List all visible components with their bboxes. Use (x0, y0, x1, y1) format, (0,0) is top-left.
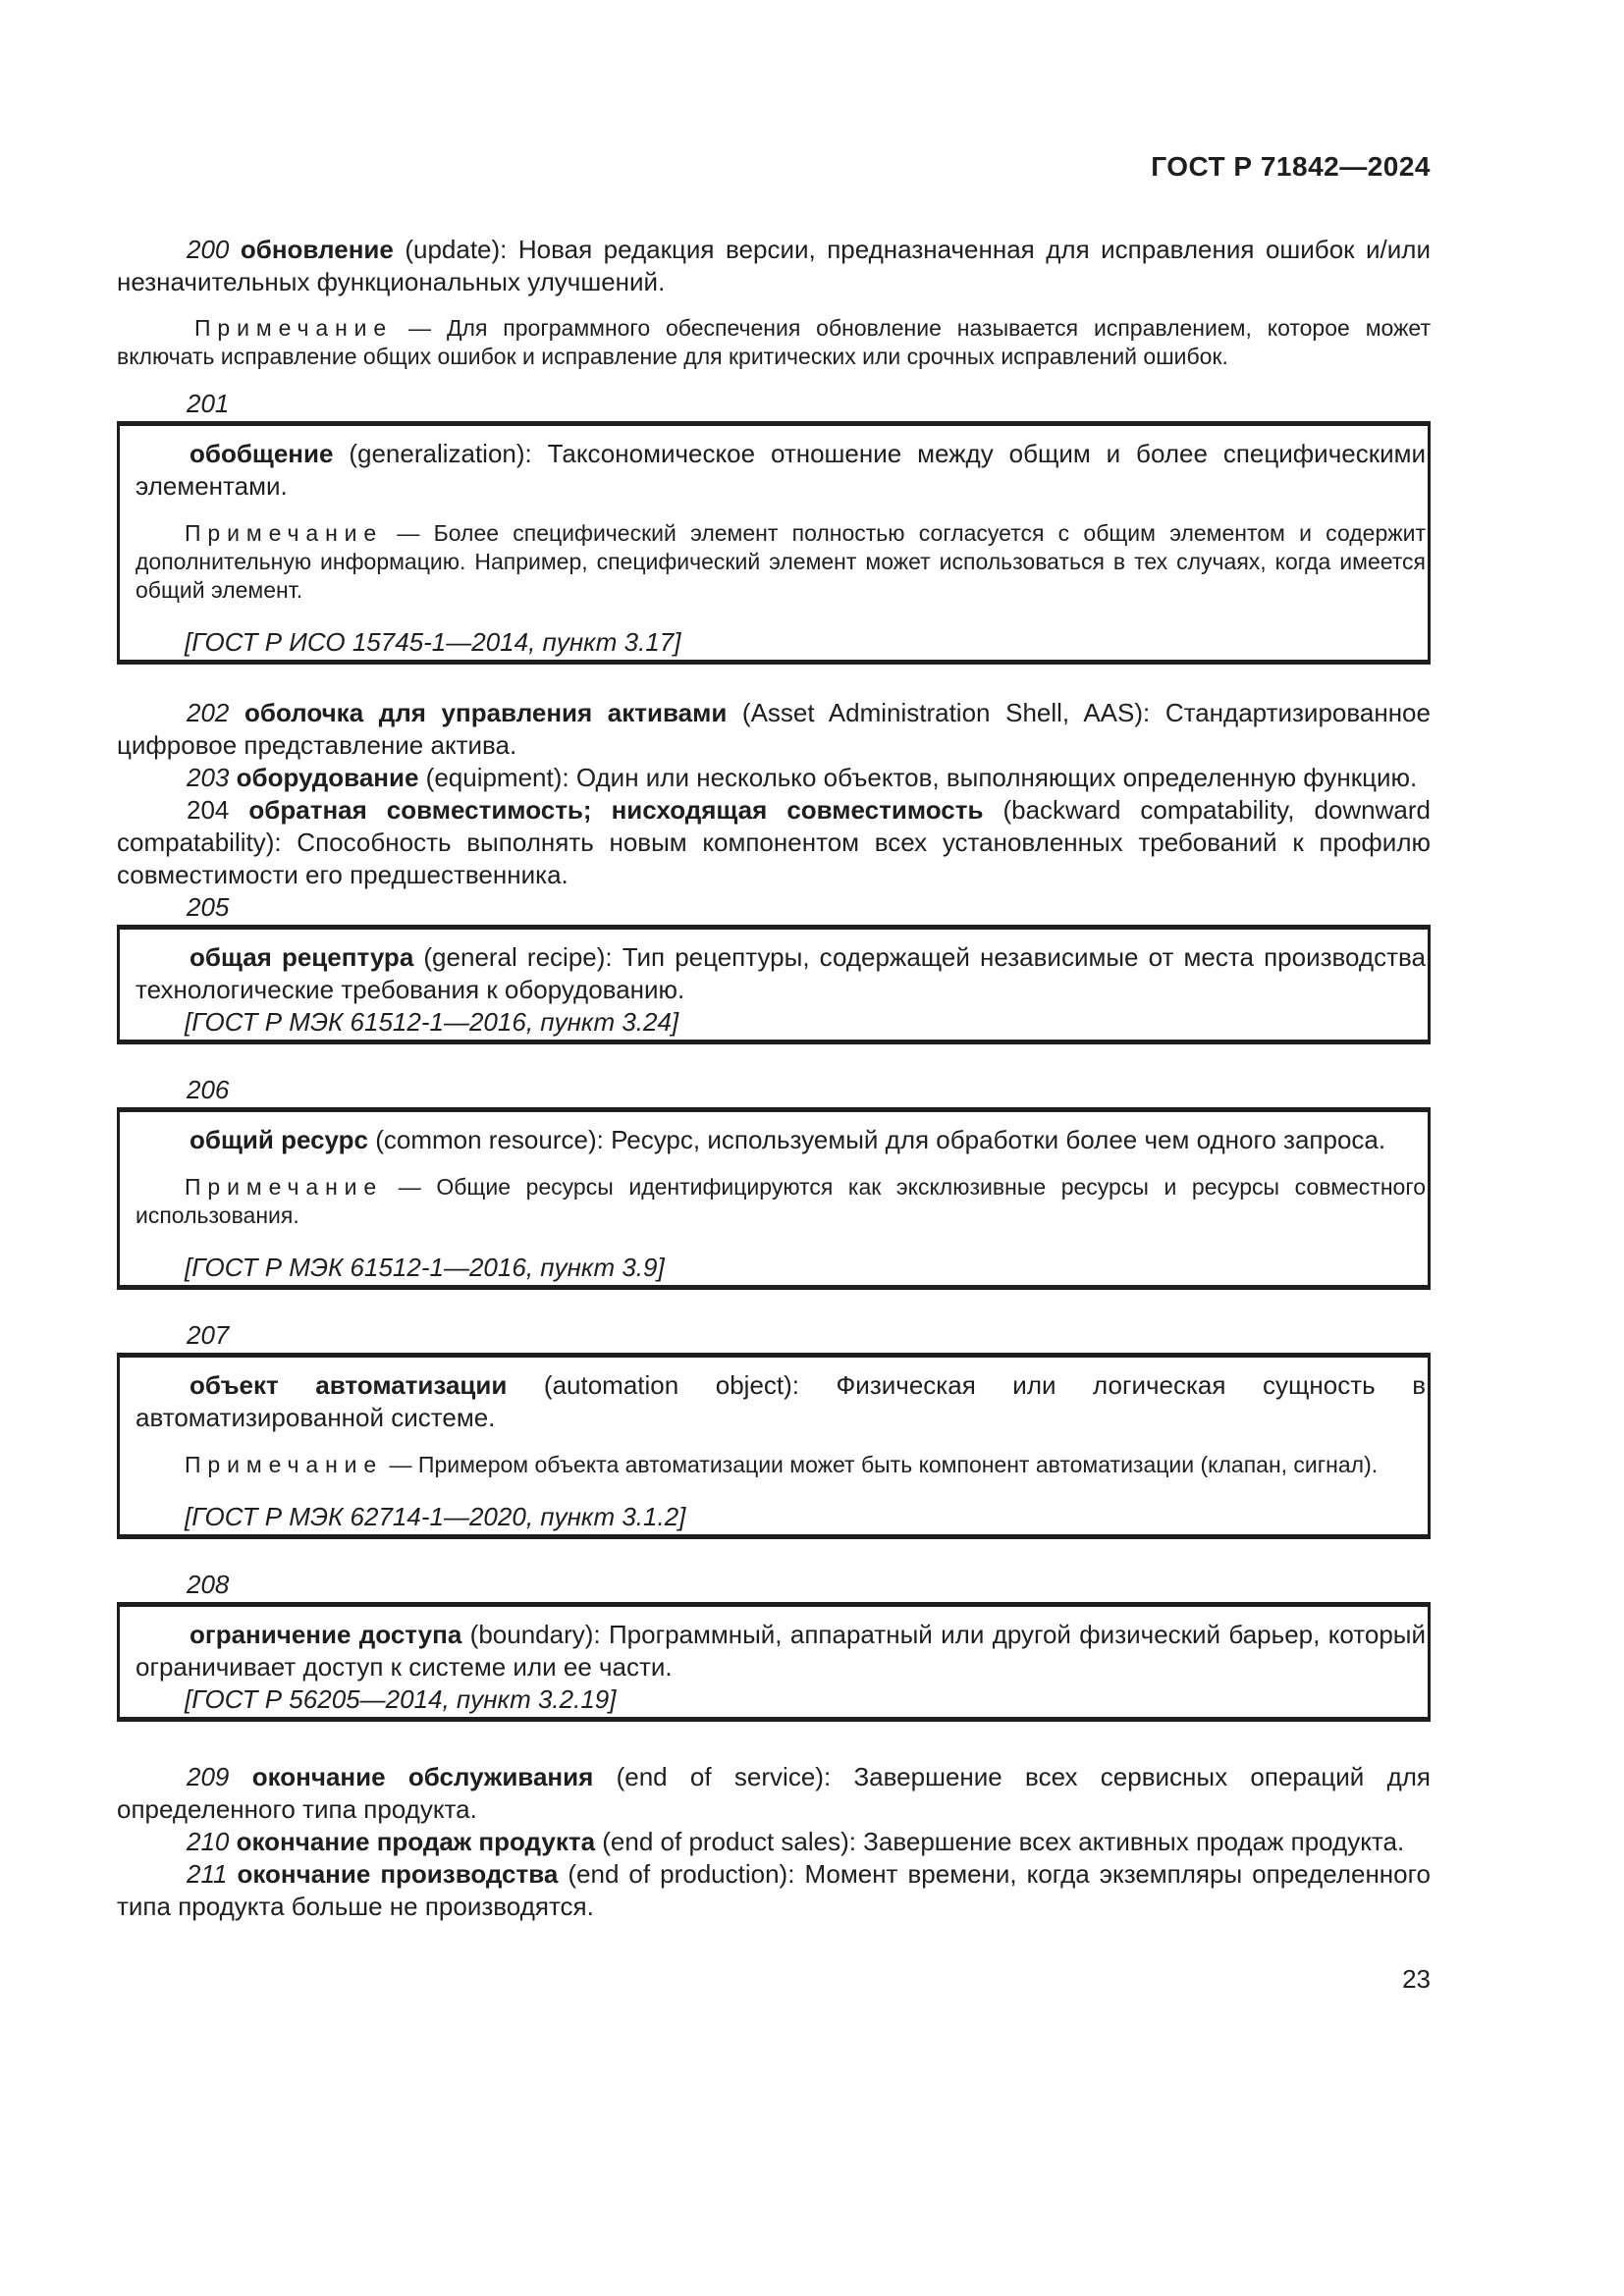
term-definition: (end of production): Момент времени, когда экземпляры определенного типа продукта больше не производятся. (117, 1859, 1431, 1921)
term-number-207: 207 (187, 1320, 230, 1350)
definition-box-206 (117, 1107, 1431, 1290)
term-name: общая рецептура (189, 942, 414, 972)
note-label: Примечание (185, 520, 384, 546)
note-label: Примечание (185, 1452, 384, 1477)
term-para-208 (135, 1619, 1426, 1683)
term-para-201 (135, 438, 1426, 503)
term-number: 203 (187, 763, 230, 792)
term-number-208: 208 (187, 1570, 230, 1599)
term-definition: (equipment): Один или несколько объектов, выполняющих определенную функцию. (418, 763, 1418, 792)
term-name: обновление (240, 235, 394, 264)
note-text: — Для программного обеспечения обновление называется исправлением, которое может включать исправление общих ошибок и исправление для критических или срочных исправлений ошибок. (117, 315, 1431, 369)
term-number-206: 206 (187, 1075, 230, 1104)
term-para-202 (117, 697, 1431, 762)
term-name: объект автоматизации (189, 1370, 508, 1400)
term-definition: (backward compatability, downward compatability): Способность выполнять новым компонентом всех установленных требований к профилю совместимости его предшественника. (117, 795, 1431, 889)
definition-box-208 (117, 1602, 1431, 1722)
note-text: — Примером объекта автоматизации может быть компонент автоматизации (клапан, сигнал). (389, 1452, 1379, 1477)
term-name: обобщение (189, 439, 334, 468)
note-200 (117, 314, 1431, 371)
note-206 (135, 1173, 1426, 1230)
term-para-203 (117, 762, 1431, 794)
definition-box-205 (117, 925, 1431, 1044)
source-citation: [ГОСТ Р 56205—2014, пункт 3.2.19] (185, 1684, 617, 1714)
term-definition: (generalization): Таксономическое отношение между общим и более специфическими элементами. (135, 439, 1426, 501)
term-name: ограничение доступа (189, 1620, 462, 1649)
term-number: 204 (187, 795, 230, 825)
page-number: 23 (1402, 1964, 1431, 1994)
page-content (117, 0, 1431, 1996)
term-number: 209 (187, 1762, 230, 1791)
term-para-211 (117, 1858, 1431, 1923)
term-definition: (common resource): Ресурс, используемый для обработки более чем одного запроса. (368, 1125, 1386, 1154)
term-para-200 (117, 234, 1431, 298)
term-para-204 (117, 794, 1431, 891)
term-name: оболочка для управления активами (244, 698, 728, 727)
term-name: окончание производства (237, 1859, 559, 1889)
term-number-205: 205 (187, 892, 230, 922)
source-citation: [ГОСТ Р МЭК 61512-1—2016, пункт 3.24] (185, 1007, 679, 1037)
term-definition: (end of service): Завершение всех сервисных операций для определенного типа продукта. (117, 1762, 1431, 1824)
term-para-206 (135, 1124, 1426, 1156)
doc-code-header: ГОСТ Р 71842—2024 (1151, 151, 1431, 182)
term-number: 211 (187, 1859, 228, 1889)
term-name: оборудование (236, 763, 419, 792)
term-name: окончание продаж продукта (236, 1827, 596, 1856)
source-citation: [ГОСТ Р МЭК 61512-1—2016, пункт 3.9] (185, 1253, 665, 1282)
term-number: 202 (187, 698, 230, 727)
term-number-201: 201 (187, 389, 230, 418)
note-label: Примечание (185, 1174, 384, 1200)
term-number: 200 (187, 235, 230, 264)
definition-box-207 (117, 1353, 1431, 1539)
term-name: окончание обслуживания (251, 1762, 594, 1791)
note-201 (135, 519, 1426, 605)
note-207 (135, 1451, 1426, 1479)
note-label: Примечание (194, 315, 394, 341)
term-definition: (end of product sales): Завершение всех активных продаж продукта. (595, 1827, 1405, 1856)
term-definition: (Asset Administration Shell, AAS): Стандартизированное цифровое представление актива. (117, 698, 1431, 760)
definition-box-201 (117, 421, 1431, 665)
term-name: общий ресурс (189, 1125, 368, 1154)
term-para-205 (135, 941, 1426, 1006)
term-definition: (general recipe): Тип рецептуры, содержащей независимые от места производства технологические требования к оборудованию. (135, 942, 1426, 1004)
note-text: — Более специфический элемент полностью согласуется с общим элементом и содержит дополнительную информацию. Например, специфический элемент может использоваться в тех случаях, когда имеется общий элемент. (135, 520, 1426, 603)
source-citation: [ГОСТ Р МЭК 62714-1—2020, пункт 3.1.2] (185, 1502, 686, 1531)
term-para-209 (117, 1761, 1431, 1826)
term-para-210 (117, 1826, 1431, 1858)
term-name: обратная совместимость; нисходящая совместимость (248, 795, 984, 825)
term-number: 210 (187, 1827, 230, 1856)
source-citation: [ГОСТ Р ИСО 15745-1—2014, пункт 3.17] (185, 627, 681, 657)
term-definition: (boundary): Программный, аппаратный или другой физический барьер, который ограничивает доступ к системе или ее части. (135, 1620, 1426, 1682)
term-definition: (update): Новая редакция версии, предназначенная для исправления ошибок и/или незначительных функциональных улучшений. (117, 235, 1431, 296)
term-para-207 (135, 1369, 1426, 1434)
term-definition: (automation object): Физическая или логическая сущность в автоматизированной системе. (135, 1370, 1427, 1432)
note-text: — Общие ресурсы идентифицируются как эксклюзивные ресурсы и ресурсы совместного использования. (135, 1174, 1426, 1228)
